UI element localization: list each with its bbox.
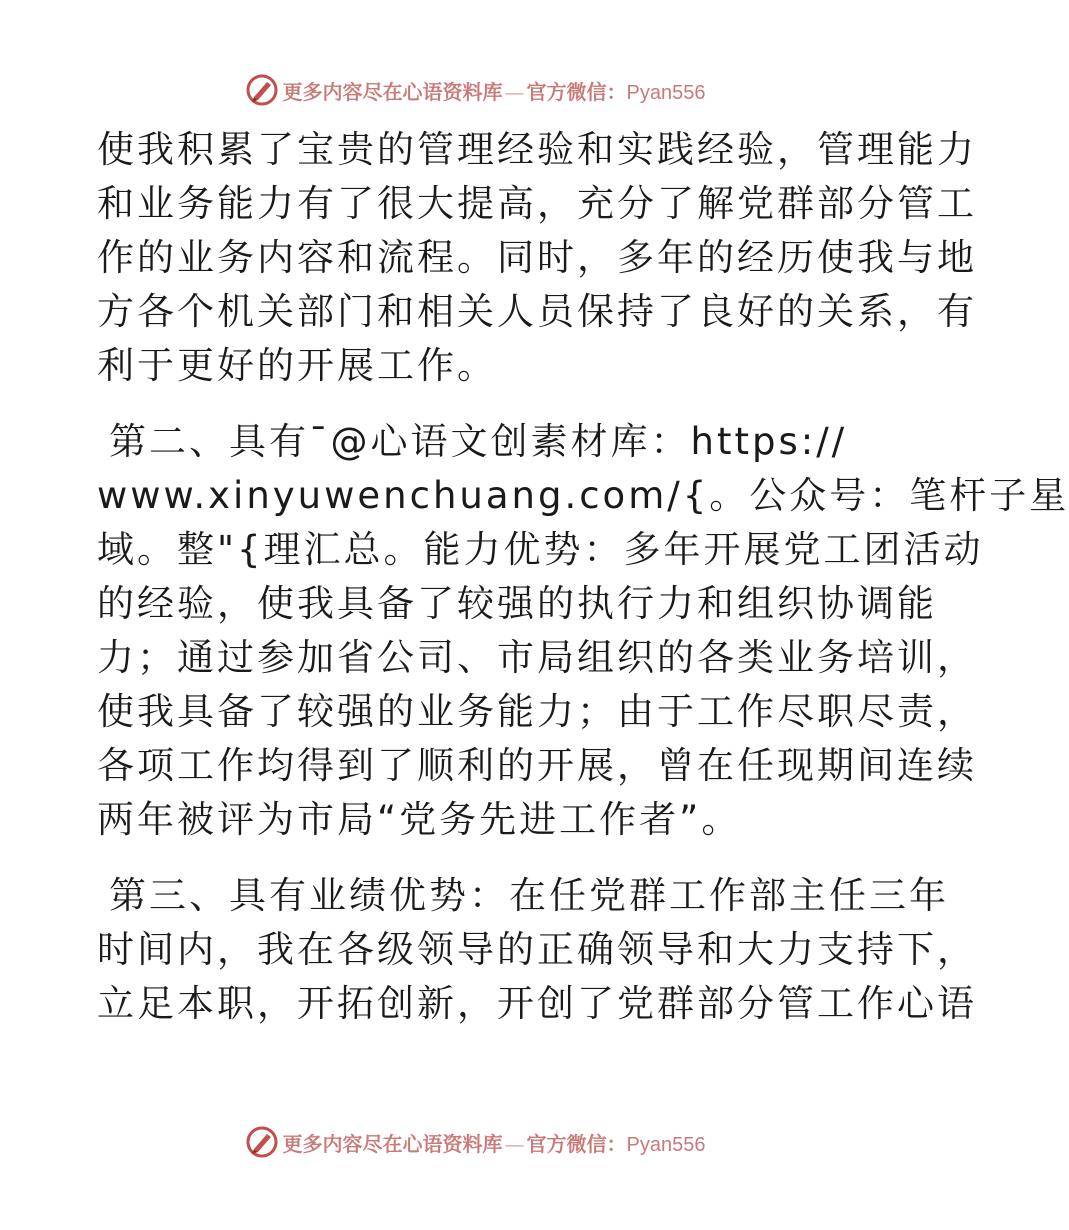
paragraph-3 (97, 869, 977, 1031)
text-line: 时间内，我在各级领导的正确领导和大力支持下， (97, 928, 977, 971)
banner-wechat-label: 官方微信： (526, 1131, 627, 1156)
header-banner (0, 70, 950, 110)
banner-prefix: 更多内容尽在心语资料库 (282, 1131, 503, 1156)
document-body (97, 123, 1069, 1031)
banner-dash: — (504, 79, 525, 104)
banner-wechat-id: Pyan556 (626, 81, 706, 104)
banner-text (283, 1128, 706, 1157)
text-line: 使我具备了较强的业务能力；由于工作尽职尽责， (97, 690, 977, 733)
text-line: 第二、具有¯@心语文创素材库：https:// (109, 420, 848, 463)
banner-text (283, 76, 706, 105)
text-line: 作的业务内容和流程。同时，多年的经历使我与地 (97, 236, 977, 279)
text-line: 两年被评为市局“党务先进工作者”。 (97, 798, 742, 841)
text-line: 力；通过参加省公司、市局组织的各类业务培训， (97, 636, 977, 679)
pen-logo-icon (245, 73, 279, 107)
paragraph-2 (97, 415, 1069, 847)
text-line: 第三、具有业绩优势：在任党群工作部主任三年 (109, 874, 949, 917)
text-line: 立足本职，开拓创新，开创了党群部分管工作心语 (97, 982, 977, 1025)
text-line: 的经验，使我具备了较强的执行力和组织协调能 (97, 582, 937, 625)
text-line: 各项工作均得到了顺利的开展，曾在任现期间连续 (97, 744, 977, 787)
text-line: www.xinyuwenchuang.com/{。公众号：笔杆子星 (97, 474, 1069, 517)
text-line: 域。整"{理汇总。能力优势：多年开展党工团活动 (97, 528, 984, 571)
banner-dash: — (504, 1131, 525, 1156)
text-line: 方各个机关部门和相关人员保持了良好的关系，有 (97, 290, 977, 333)
text-line: 和业务能力有了很大提高，充分了解党群部分管工 (97, 182, 977, 225)
paragraph-1 (97, 123, 977, 393)
text-line: 使我积累了宝贵的管理经验和实践经验，管理能力 (97, 128, 977, 171)
text-line: 利于更好的开展工作。 (97, 344, 497, 387)
banner-wechat-id: Pyan556 (626, 1133, 706, 1156)
banner-wechat-label: 官方微信： (526, 79, 627, 104)
pen-logo-icon (245, 1125, 279, 1159)
footer-banner (0, 1122, 950, 1162)
banner-prefix: 更多内容尽在心语资料库 (282, 79, 503, 104)
